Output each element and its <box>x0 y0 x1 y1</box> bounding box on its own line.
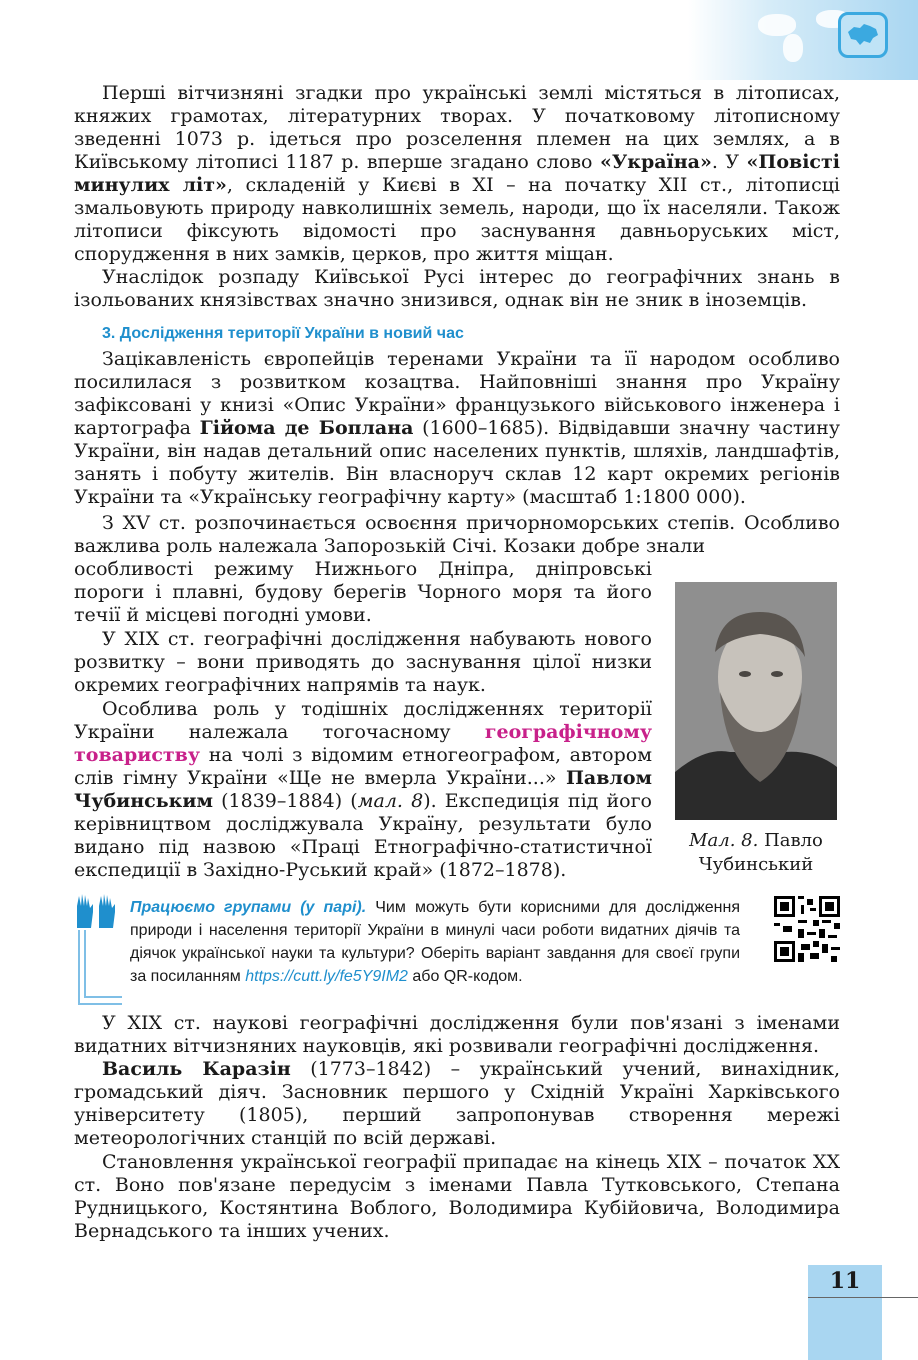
raised-hands-icon <box>73 892 121 928</box>
paragraph-chronicles: Перші вітчизняні згадки про українські землі містяться в літописах, княжих грамотах, літературних творах. У початковому літописному зведенні 1073 р. ідеться про розселення племен на цих землях, а в Київському літописі 1187 р. вперше згадано слово «Україна». У «Повісті минулих літ», складеній у Києві в ХІ – на початку ХІІ ст., літописці змальовують природу навколишніх земель, народи, що їх населяли. Також літописи фіксують відомості про заснування давньоруських міст, спорудження в них замків, церков, про життя міщан. <box>74 82 841 265</box>
portrait-chubynsky <box>675 582 837 820</box>
group-task: Працюємо групами (у парі). Чим можуть бути корисними для дослідження природи і населення території України в минулі часи роботи видатних діячів та діячок української науки та культури? Оберіть варіант завдання для своєї групи за посиланням https://cutt.ly/fe5Y9IM2 або QR-кодом. <box>130 899 740 985</box>
ukraine-map-icon <box>838 12 888 58</box>
geographic-society-term: географічному товариству <box>74 721 652 766</box>
task-bracket-inner <box>84 930 122 998</box>
paragraph-kyivan-rus-decline: Унаслідок розпаду Київської Русі інтерес до географічних знань в ізольованих князівствах значно знизився, однак він не зник в іноземців. <box>74 266 840 311</box>
page-number: 11 <box>829 1268 861 1294</box>
task-link[interactable]: https://cutt.ly/fe5Y9IM2 <box>245 968 408 985</box>
section-heading: 3. Дослідження території України в новий час <box>102 325 464 342</box>
paragraph-steppes: З XV ст. розпочинається освоєння причорноморських степів. Особливо важлива роль належала Запорозькій Січі. Козаки добре знали <box>74 512 840 557</box>
paragraph-ukrainian-geography: Становлення української географії припадає на кінець ХІХ – початок ХХ ст. Воно пов'язане передусім з іменами Павла Тутковського, Степана Рудницького, Костянтина Воблого, Володимира Кубійовича, Володимира Вернадського та інших учених. <box>74 1151 840 1242</box>
qr-code[interactable] <box>774 896 840 962</box>
paragraph-chubynsky: Особлива роль у тодішніх дослідженнях території України належала тогочасному географічному товариству на чолі з відомим етногеографом, автором слів гімну України «Ще не вмерла України...» Павлом Чубинським (1839–1884) (мал. 8). Експедиція під його керівництвом досліджувала Україну, результати було видано під назвою «Праці Етнографічно-статистичної експедиції в Західно-Руський край» (1872–1878). <box>74 698 652 881</box>
paragraph-karazin: Василь Каразін (1773–1842) – український учений, винахідник, громадський діяч. Засновник першого у Східній Україні Харківського університету (1805), перший запропонував створення мережі метеорологічних станцій по всій державі. <box>74 1058 840 1149</box>
figure-caption: Мал. 8. Павло Чубинський <box>689 830 823 875</box>
paragraph-steppes-continued: особливості режиму Нижнього Дніпра, дніпровські пороги і плавні, будову берегів Чорного моря та його течії й місцеві погодні умови. <box>74 558 652 626</box>
page-number-rule <box>808 1297 918 1298</box>
paragraph-19th-century: У ХІХ ст. географічні дослідження набувають нового розвитку – вони приводять до заснування цілої низки окремих географічних напрямів та наук. <box>74 628 652 696</box>
paragraph-beauplan: Зацікавленість європейців теренами України та її народом особливо посилилася з розвитком козацтва. Найповніші знання про Україну зафіксовані у книзі «Опис України» французького військового інженера і картографа Гійома де Боплана (1600–1685). Відвідавши значну частину України, він надав детальний опис населених пунктів, шляхів, ландшафтів, занять і побуту жителів. Він власноруч склав 12 карт окремих регіонів України та «Українську географічну карту» (масштаб 1:1800 000). <box>74 348 840 508</box>
paragraph-scientists: У ХІХ ст. наукові географічні дослідження були пов'язані з іменами видатних вітчизняних науковців, які розвивали географічні дослідження. <box>74 1012 840 1057</box>
